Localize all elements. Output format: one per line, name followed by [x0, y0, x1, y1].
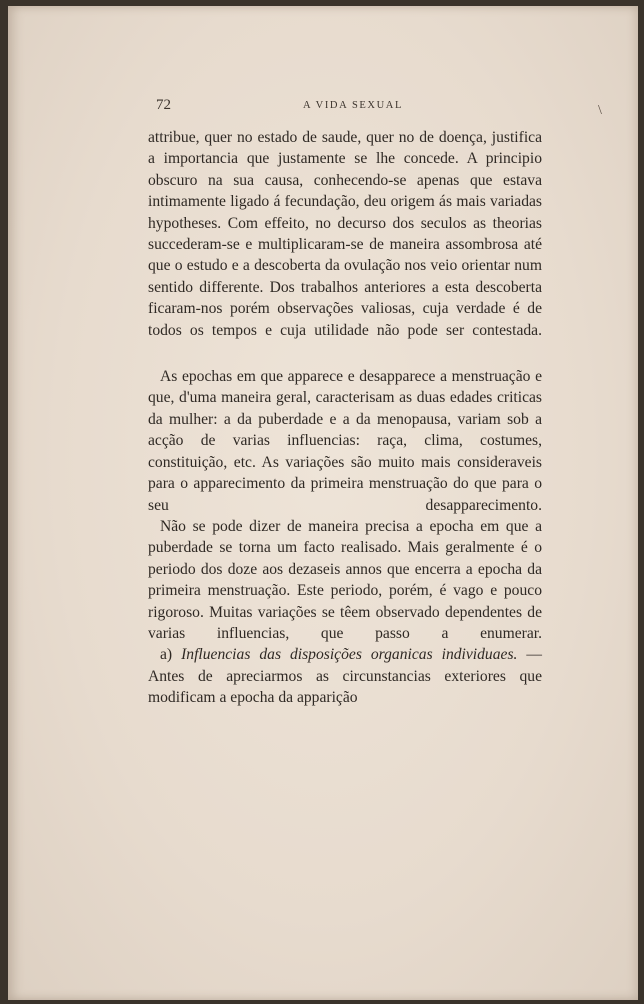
list-marker: a): [160, 646, 173, 664]
running-title: A VIDA SEXUAL: [303, 100, 403, 111]
running-header: [156, 97, 550, 117]
paragraph-2: As epochas em que apparece e desapparece a menstruação e que, d'uma maneira geral, caracterisam as duas edades criticas da mulher: a da puberdade e a da menopausa, variam sob a acção de varias influencias: raça, clima, costumes, constituição, etc. As variações são muito mais consideraveis para o apparecimento da primeira menstruação do que para o seu desapparecimento.: [148, 368, 542, 514]
paragraph-4-text: — Antes de apreciarmos as circunstancias exteriores que modificam a epocha da apparição: [148, 646, 542, 707]
paragraph-gap: [148, 341, 542, 366]
page-number: 72: [156, 97, 171, 113]
paragraph-4: [148, 644, 542, 708]
paragraph-1: attribue, quer no estado de saude, quer no de doença, justifica a importancia que justamente se lhe concede. A principio obscuro na sua causa, conhecendo-se apenas que estava intimamente ligado á fecundação, deu origem ás mais variadas hypotheses. Com effeito, no decurso dos seculos as theorias succederam-se e multiplicaram-se de maneira assombrosa até que o estudo e a descoberta da ovulação nos veio orientar num sentido differente. Dos trabalhos anteriores a esta descoberta ficaram-nos porém observações valiosas, cuja verdade é de todos os tempos e cuja utilidade não pode ser contestada.: [148, 129, 542, 339]
paragraph-3: Não se pode dizer de maneira precisa a epocha em que a puberdade se torna um facto realisado. Mais geralmente é o periodo dos doze aos dezaseis annos que encerra a epocha da primeira menstruação. Este periodo, porém, é vago e pouco rigoroso. Muitas variações se têem observado dependentes de varias influencias, que passo a enumerar.: [148, 517, 542, 642]
stray-mark: \: [598, 103, 602, 118]
section-heading: Influencias das disposições organicas individuaes.: [181, 646, 518, 664]
body-text: [148, 127, 542, 709]
